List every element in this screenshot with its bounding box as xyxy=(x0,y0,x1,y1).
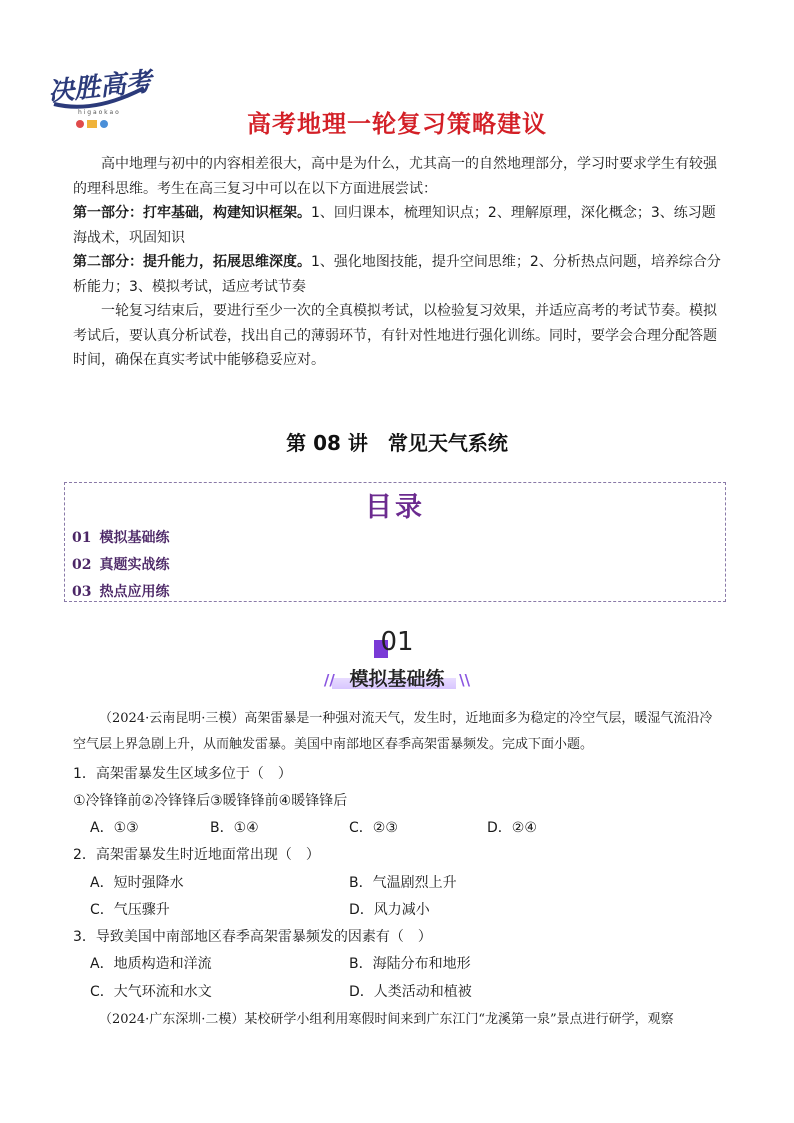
toc-item-number: 03 xyxy=(72,584,92,600)
question-3-option-c[interactable]: C．大气环流和水文 xyxy=(90,984,212,1000)
document-title: 高考地理一轮复习策略建议 xyxy=(247,110,547,138)
section-slash-left: // xyxy=(323,671,335,689)
question-3-stem: 3．导致美国中南部地区春季高架雷暴频发的因素有（ ） xyxy=(73,929,432,945)
section-label-row xyxy=(0,664,794,691)
question-1-stem: 1．高架雷暴发生区域多位于（ ） xyxy=(73,766,292,782)
question-3-option-a[interactable]: A．地质构造和洋流 xyxy=(90,956,212,972)
toc-item-label: 热点应用练 xyxy=(99,584,170,600)
svg-text:h i g a o k a o: h i g a o k a o xyxy=(78,109,119,116)
question-2-option-b[interactable]: B．气温剧烈上升 xyxy=(349,875,457,891)
toc-heading: 目录 xyxy=(365,492,425,523)
passage-text: 某校研学小组利用寒假时间来到广东江门“龙溪第一泉”景点进行研学，观察 xyxy=(244,1012,674,1027)
question-2-option-d[interactable]: D．风力减小 xyxy=(349,902,430,918)
question-1-statements: ①冷锋锋前②冷锋锋后③暖锋锋前④暖锋锋后 xyxy=(73,793,348,809)
section-label: 模拟基础练 xyxy=(349,668,445,690)
question-2-stem: 2．高架雷暴发生时近地面常出现（ ） xyxy=(73,847,320,863)
question-1-option-c[interactable]: C．②③ xyxy=(349,820,398,836)
question-2-option-c[interactable]: C．气压骤升 xyxy=(90,902,170,918)
part-two-text: 1、强化地图技能，提升空间思维；2、分析热点问题，培养综合分析能力；3、模拟考试，适应考试节奏 xyxy=(73,254,721,295)
question-3-option-b[interactable]: B．海陆分布和地形 xyxy=(349,956,471,972)
toc-item-3[interactable] xyxy=(72,581,169,601)
toc-item-label: 真题实战练 xyxy=(99,557,170,573)
question-3-option-d[interactable]: D．人类活动和植被 xyxy=(349,984,472,1000)
section-slash-right: \\ xyxy=(459,671,471,689)
toc-item-2[interactable] xyxy=(72,554,169,574)
part-one-paragraph xyxy=(73,201,723,250)
toc-item-label: 模拟基础练 xyxy=(99,530,170,546)
question-1-option-d[interactable]: D．②④ xyxy=(487,820,537,836)
part-one-label: 第一部分：打牢基础，构建知识框架。 xyxy=(73,205,311,221)
table-of-contents xyxy=(64,482,726,602)
question-2-option-a[interactable]: A．短时强降水 xyxy=(90,875,184,891)
svg-text:决胜高考: 决胜高考 xyxy=(46,67,154,108)
passage-text: 高架雷暴是一种强对流天气，发生时，近地面多为稳定的冷空气层，暖湿气流沿冷空气层上界急剧上升，从而触发雷暴。美国中南部地区春季高架雷暴频发。完成下面小题。 xyxy=(73,711,713,752)
passage-1 xyxy=(73,706,723,758)
part-one-text: 1、回归课本，梳理知识点；2、理解原理，深化概念；3、练习题海战术，巩固知识 xyxy=(73,205,716,246)
intro-paragraph: 高中地理与初中的内容相差很大，高中是为什么，尤其高一的自然地理部分，学习时要求学生有较强的理科思维。考生在高三复习中可以在以下方面进展尝试： xyxy=(73,156,717,197)
lecture-title: 第 08 讲 常见天气系统 xyxy=(286,431,508,455)
toc-item-number: 01 xyxy=(72,530,92,546)
part-two-paragraph xyxy=(73,250,723,299)
passage-2 xyxy=(73,1007,723,1033)
toc-item-1[interactable] xyxy=(72,527,169,547)
toc-item-number: 02 xyxy=(72,557,92,573)
question-1-option-a[interactable]: A．①③ xyxy=(90,820,139,836)
passage-source: （2024·广东深圳·二模） xyxy=(99,1012,245,1027)
mock-exam-paragraph: 一轮复习结束后，要进行至少一次的全真模拟考试，以检验复习效果，并适应高考的考试节奏。模拟考试后，要认真分析试卷，找出自己的薄弱环节，有针对性地进行强化训练。同时，要学会合理分配答题时间，确保在真实考试中能够稳妥应对。 xyxy=(73,303,717,368)
passage-source: （2024·云南昆明·三模） xyxy=(99,711,245,726)
question-1-option-b[interactable]: B．①④ xyxy=(210,820,259,836)
section-number: 01 xyxy=(380,627,414,657)
part-two-label: 第二部分：提升能力，拓展思维深度。 xyxy=(73,254,311,270)
